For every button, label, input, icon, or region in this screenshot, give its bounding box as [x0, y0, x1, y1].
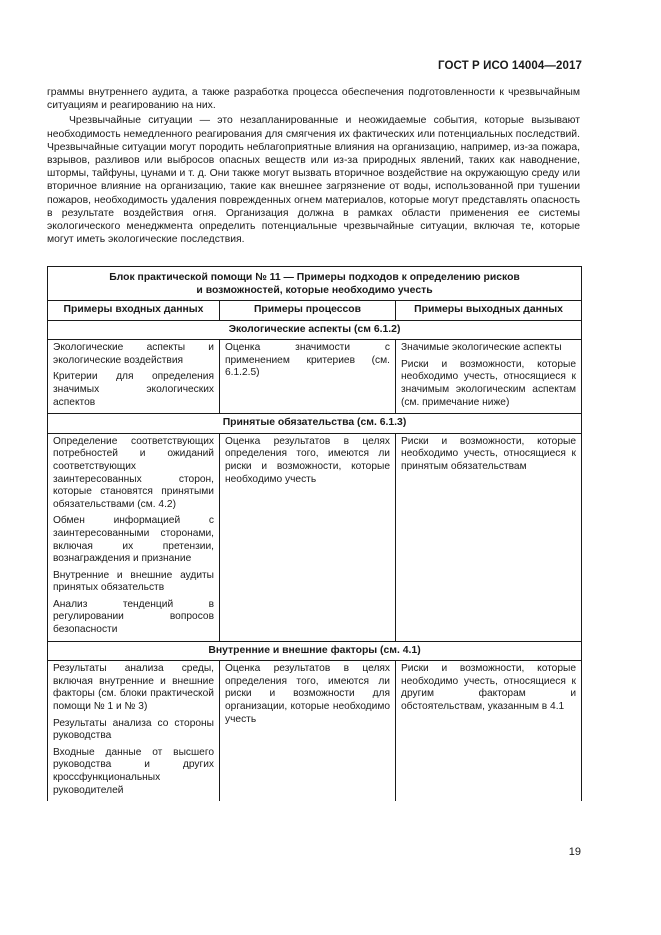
document-header: ГОСТ Р ИСО 14004—2017 [437, 60, 582, 72]
column-header-outputs: Примеры выходных данных [396, 301, 582, 321]
cell-item: Риски и возможности, которые необходимо учесть, относящиеся к значимым экологическим аспектам (см. примечание ниже) [401, 358, 577, 408]
cell-item: Оценка значимости с применением критериев (см. 6.1.2.5) [225, 342, 390, 379]
cell-item: Значимые экологические аспекты [401, 342, 562, 354]
outputs-cell [396, 433, 582, 641]
cell-item: Внутренние и внешние аудиты принятых обязательств [53, 569, 214, 594]
cell-item: Риски и возможности, которые необходимо учесть, относящиеся к принятым обязательствам [401, 435, 577, 472]
cell-item: Определение соответствующих потребностей и ожиданий соответствующих заинтересованных сторон, которые становятся принятыми обязательствами (см. 4.2) [53, 435, 214, 510]
cell-item: Оценка результатов в целях определения того, имеются ли риски и возможности для организации, которые необходимо учесть [225, 663, 390, 725]
processes-cell [220, 340, 396, 414]
cell-item: Результаты анализа со стороны руководства [53, 717, 214, 742]
cell-item: Анализ тенденций в регулировании вопросов безопасности [53, 598, 214, 636]
intro-paragraph: граммы внутреннего аудита, а также разработка процесса обеспечения подготовленности к чрезвычайным ситуациям и реагированию на них. [47, 87, 580, 112]
table-row [48, 340, 582, 414]
inputs-cell [48, 661, 220, 801]
cell-item: Входные данные от высшего руководства и других кроссфункциональных руководителей [53, 746, 214, 796]
cell-item: Экологические аспекты и экологические воздействия [53, 342, 214, 366]
cell-item: Критерии для определения значимых экологических аспектов [53, 371, 214, 408]
page-number: 19 [568, 846, 581, 858]
table-title-line: и возможностей, которые необходимо учесть [196, 285, 433, 296]
table-row [48, 661, 582, 801]
processes-cell [220, 661, 396, 801]
intro-text [47, 86, 580, 248]
section-title: Внутренние и внешние факторы (см. 4.1) [48, 641, 582, 661]
section-title: Экологические аспекты (см 6.1.2) [48, 320, 582, 340]
cell-item: Риски и возможности, которые необходимо учесть, относящиеся к другим факторам и обстоятельствам, указанным в 4.1 [401, 663, 577, 713]
inputs-cell [48, 340, 220, 414]
cell-item: Обмен информацией с заинтересованными сторонами, включая их претензии, вознаграждения и признание [53, 515, 214, 565]
practical-help-table [47, 266, 582, 801]
processes-cell [220, 433, 396, 641]
cell-item: Оценка результатов в целях определения того, имеются ли риски и возможности, которые необходимо учесть [225, 435, 390, 485]
table-row [48, 433, 582, 641]
column-header-inputs: Примеры входных данных [48, 301, 220, 321]
table-title-line: Блок практической помощи № 11 — Примеры подходов к определению рисков [109, 272, 520, 283]
outputs-cell [396, 340, 582, 414]
column-header-processes: Примеры процессов [220, 301, 396, 321]
section-title: Принятые обязательства (см. 6.1.3) [48, 414, 582, 434]
intro-paragraph: Чрезвычайные ситуации — это незапланированные и неожидаемые события, которые вызывают необходимость немедленного реагирования для смягчения их фактических или потенциальных последствий. Чрезвычайные ситуации могут породить неблагоприятные влияния на организацию, например, из-за пожара, взрывов, разливов или выбросов опасных веществ или из-за природных явлений, таких как наводнение, штормы, тайфуны, цунами и т. д. Они также могут вызвать вторичное воздействие на окружающую среду или вторичное влияние на организацию, такие как внешнее загрязнение от воды, использованной при тушении пожаров, необходимость удаления поврежденных огнем материалов, которые могут представлять опасность в результате воздействия огня. Организация должна в рамках области применения ее системы экологического менеджмента определить потенциальные чрезвычайные ситуации, включая те, которые могут иметь экологические последствия. [47, 115, 580, 246]
table-title [48, 267, 582, 301]
cell-item: Результаты анализа среды, включая внутренние и внешние факторы (см. блоки практической помощи № 1 и № 3) [53, 663, 214, 713]
outputs-cell [396, 661, 582, 801]
inputs-cell [48, 433, 220, 641]
